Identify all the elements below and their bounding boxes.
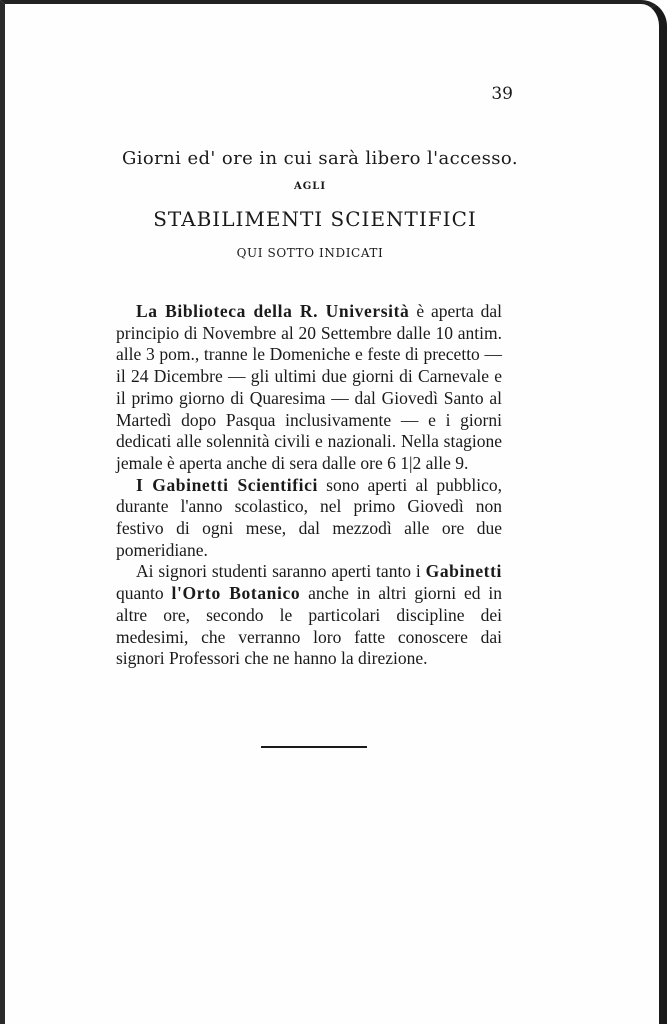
- heading-main-title: STABILIMENTI SCIENTIFICI: [153, 207, 477, 231]
- bold-gabinetti-2: Gabinetti: [425, 561, 502, 582]
- paragraph-text-mid: quanto: [116, 583, 172, 604]
- paragraph-text-pre: Ai signori studenti saranno aperti tanto i: [136, 561, 426, 582]
- bold-biblioteca: La Biblioteca della R. Università: [136, 301, 410, 321]
- paragraph-biblioteca: [116, 301, 502, 475]
- heading-agli: AGLI: [293, 181, 326, 192]
- paragraph-text: è aperta dal principio di Novembre al 20 Settembre dalle 10 antim. alle 3 pom., tranne le Domeniche e feste di precetto — il 24 Dicembre — gli ultimi due giorni di Carnevale e il primo giorno di Quaresima — dal Giovedì Santo al Martedì dopo Pasqua inclusivamente — e i giorni dedicati alle solennità civili e nazionali. Nella stagione jemale è aperta anche di sera dalle ore 6 1|2 alle 9.: [116, 301, 502, 473]
- bold-gabinetti: I Gabinetti Scientifici: [136, 474, 318, 495]
- body-text: [116, 301, 502, 670]
- paragraph-text: anche in altri giorni ed in altre ore, secondo le particolari discipline dei medesimi, che verranno loro fatte conoscere dai signori Professori che ne hanno la direzione.: [116, 583, 503, 669]
- paragraph-gabinetti: [116, 475, 502, 562]
- heading-title-line: Giorni ed' ore in cui sarà libero l'accesso.: [122, 148, 518, 169]
- paragraph-text: sono aperti al pubblico, durante l'anno scolastico, nel primo Giovedì non festivo di ogni mese, dal mezzodì alle ore due pomeridiane.: [116, 474, 502, 560]
- heading-subtitle: QUI SOTTO INDICATI: [236, 246, 384, 260]
- bold-orto-botanico: l'Orto Botanico: [171, 583, 301, 604]
- page-number: 39: [491, 84, 513, 104]
- paragraph-studenti: [116, 561, 502, 670]
- closing-rule: [261, 746, 367, 748]
